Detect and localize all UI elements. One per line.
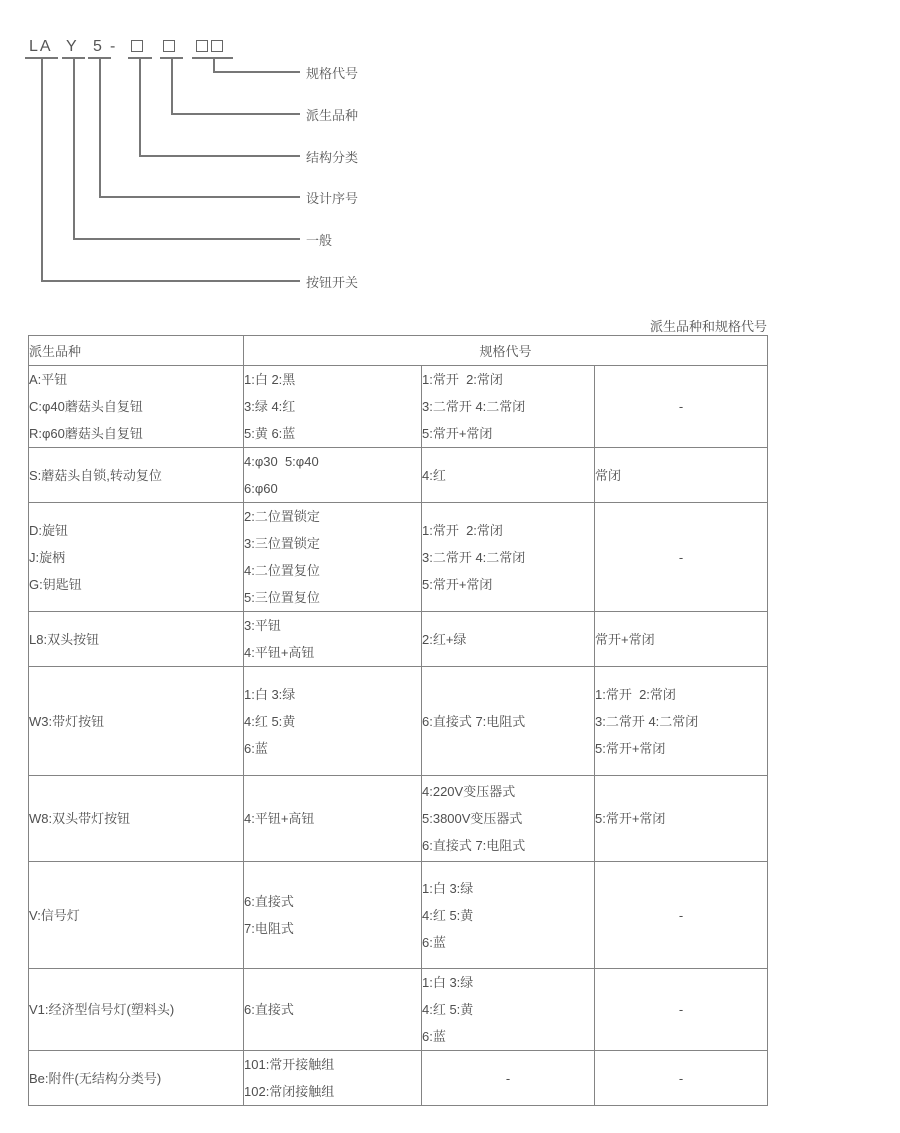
cell-line: 7:电阻式 bbox=[244, 921, 294, 936]
cell-line: 1:白 3:绿 bbox=[244, 686, 296, 702]
table-row bbox=[29, 1051, 768, 1106]
cell-line: 5:常开+常闭 bbox=[595, 811, 666, 826]
cell-line: J:旋柄 bbox=[29, 549, 66, 565]
cell-line: V1:经济型信号灯(塑料头) bbox=[29, 1002, 175, 1017]
table-cell bbox=[595, 366, 768, 448]
table-row bbox=[29, 612, 768, 667]
code-part-dash: - bbox=[110, 38, 118, 55]
cell-line: 4:红 5:黄 bbox=[244, 713, 296, 729]
connector-line bbox=[41, 280, 300, 282]
table-cell bbox=[422, 667, 595, 776]
cell-line: 5:常开+常闭 bbox=[595, 740, 666, 756]
spec-table-body bbox=[29, 366, 768, 1106]
table-row bbox=[29, 862, 768, 969]
connector-line bbox=[73, 58, 75, 238]
cell-line: 4:红 bbox=[422, 467, 446, 483]
table-row bbox=[29, 503, 768, 612]
cell-line: Be:附件(无结构分类号) bbox=[29, 1070, 162, 1086]
table-row bbox=[29, 448, 768, 503]
cell-line: 6:φ60 bbox=[244, 481, 278, 496]
table-cell bbox=[422, 503, 595, 612]
cell-line: 6:直接式 7:电阻式 bbox=[422, 838, 526, 853]
table-row bbox=[29, 366, 768, 448]
cell-line: 101:常开接触组 bbox=[244, 1057, 335, 1072]
cell-line: 5:黄 6:蓝 bbox=[244, 426, 296, 441]
cell-line: 常开+常闭 bbox=[595, 631, 655, 647]
table-cell bbox=[595, 448, 768, 503]
table-cell bbox=[244, 448, 422, 503]
table-cell bbox=[595, 862, 768, 969]
cell-line: C:φ40蘑菇头自复钮 bbox=[29, 399, 143, 414]
cell-line: 102:常闭接触组 bbox=[244, 1084, 335, 1099]
header-derived-variety: 派生品种 bbox=[29, 336, 244, 366]
cell-line: W3:带灯按钮 bbox=[29, 713, 105, 729]
cell-line: - bbox=[678, 549, 684, 565]
table-cell bbox=[595, 1051, 768, 1106]
cell-line: - bbox=[678, 1070, 684, 1086]
cell-line: 1:白 2:黑 bbox=[244, 372, 296, 387]
cell-line: 4:平钮+高钮 bbox=[244, 811, 315, 826]
table-cell bbox=[29, 503, 244, 612]
table-cell bbox=[29, 862, 244, 969]
connector-line bbox=[99, 58, 101, 196]
diagram-label-pushbutton: 按钮开关 bbox=[306, 275, 359, 290]
structure-box bbox=[131, 40, 143, 52]
cell-line: 1:常开 2:常闭 bbox=[595, 686, 676, 702]
table-cell bbox=[29, 667, 244, 776]
table-cell bbox=[244, 1051, 422, 1106]
cell-line: 1:白 3:绿 bbox=[422, 975, 474, 990]
table-cell bbox=[422, 366, 595, 448]
table-header-row bbox=[29, 336, 768, 366]
cell-line: 5:常开+常闭 bbox=[422, 426, 493, 441]
connector-line bbox=[213, 71, 300, 73]
connector-line bbox=[139, 58, 141, 155]
table-cell bbox=[595, 667, 768, 776]
table-row bbox=[29, 776, 768, 862]
table-cell bbox=[422, 776, 595, 862]
table-cell bbox=[29, 366, 244, 448]
cell-line: S:蘑菇头自锁,转动复位 bbox=[29, 467, 162, 483]
table-cell bbox=[29, 612, 244, 667]
table-cell bbox=[29, 969, 244, 1051]
code-part-la: LA bbox=[29, 38, 53, 55]
diagram-label-structure-class: 结构分类 bbox=[306, 150, 359, 165]
cell-line: - bbox=[678, 1002, 684, 1017]
cell-line: L8:双头按钮 bbox=[29, 631, 100, 647]
table-cell bbox=[422, 612, 595, 667]
cell-line: 5:三位置复位 bbox=[244, 590, 320, 605]
cell-line: 6:蓝 bbox=[422, 934, 446, 950]
cell-line: 2:二位置锁定 bbox=[244, 509, 320, 524]
cell-line: 3:绿 4:红 bbox=[244, 399, 296, 414]
table-cell bbox=[595, 503, 768, 612]
cell-line: - bbox=[678, 399, 684, 414]
cell-line: 4:220V变压器式 bbox=[422, 784, 516, 799]
cell-line: 6:直接式 bbox=[244, 1002, 294, 1017]
table-cell bbox=[422, 969, 595, 1051]
table-cell bbox=[595, 969, 768, 1051]
connector-line bbox=[139, 155, 300, 157]
cell-line: 4:平钮+高钮 bbox=[244, 645, 315, 660]
table-cell bbox=[244, 503, 422, 612]
variety-box bbox=[163, 40, 175, 52]
cell-line: 4:φ30 5:φ40 bbox=[244, 454, 319, 469]
connector-line bbox=[73, 238, 300, 240]
table-cell bbox=[244, 612, 422, 667]
cell-line: 3:二常开 4:二常闭 bbox=[595, 713, 699, 729]
diagram-label-spec-code: 规格代号 bbox=[306, 66, 359, 81]
table-cell bbox=[244, 776, 422, 862]
cell-line: 5:常开+常闭 bbox=[422, 576, 493, 592]
cell-line: 1:常开 2:常闭 bbox=[422, 522, 503, 538]
table-cell bbox=[244, 969, 422, 1051]
cell-line: A:平钮 bbox=[29, 372, 68, 387]
cell-line: 4:红 5:黄 bbox=[422, 907, 474, 923]
cell-line: 常闭 bbox=[595, 467, 622, 483]
diagram-label-derived-variety: 派生品种 bbox=[306, 108, 359, 123]
cell-line: 6:蓝 bbox=[244, 740, 268, 756]
cell-line: W8:双头带灯按钮 bbox=[29, 811, 131, 826]
table-cell bbox=[29, 1051, 244, 1106]
table-row bbox=[29, 667, 768, 776]
table-title: 派生品种和规格代号 bbox=[649, 319, 767, 334]
table-cell bbox=[244, 862, 422, 969]
table-cell bbox=[595, 776, 768, 862]
cell-line: 4:二位置复位 bbox=[244, 563, 320, 578]
cell-line: 6:直接式 7:电阻式 bbox=[422, 713, 526, 729]
cell-line: 6:蓝 bbox=[422, 1029, 446, 1044]
code-part-y: Y bbox=[66, 38, 79, 55]
cell-line: 3:二常开 4:二常闭 bbox=[422, 549, 526, 565]
cell-line: 3:三位置锁定 bbox=[244, 536, 320, 551]
table-cell bbox=[244, 366, 422, 448]
table-cell bbox=[422, 1051, 595, 1106]
cell-line: G:钥匙钮 bbox=[29, 576, 82, 592]
spec-box-1 bbox=[196, 40, 208, 52]
cell-line: 6:直接式 bbox=[244, 894, 294, 909]
cell-line: 2:红+绿 bbox=[422, 631, 467, 647]
connector-line bbox=[171, 113, 300, 115]
cell-line: 4:红 5:黄 bbox=[422, 1002, 474, 1017]
connector-line bbox=[171, 58, 173, 113]
cell-line: 1:常开 2:常闭 bbox=[422, 372, 503, 387]
cell-line: 3:二常开 4:二常闭 bbox=[422, 399, 526, 414]
cell-line: 5:3800V变压器式 bbox=[422, 811, 523, 826]
cell-line: V:信号灯 bbox=[29, 907, 80, 923]
table-row bbox=[29, 969, 768, 1051]
cell-line: - bbox=[505, 1070, 511, 1086]
diagram-label-design-serial: 设计序号 bbox=[306, 191, 359, 206]
code-part-5: 5 bbox=[93, 38, 104, 55]
cell-line: 3:平钮 bbox=[244, 618, 281, 633]
table-cell bbox=[29, 448, 244, 503]
table-cell bbox=[595, 612, 768, 667]
spec-box-2 bbox=[211, 40, 223, 52]
table-cell bbox=[244, 667, 422, 776]
table-cell bbox=[422, 862, 595, 969]
table-cell bbox=[422, 448, 595, 503]
connector-line bbox=[41, 58, 43, 280]
spec-table bbox=[28, 335, 768, 1106]
connector-line bbox=[99, 196, 300, 198]
connector-line bbox=[213, 58, 215, 71]
cell-line: D:旋钮 bbox=[29, 522, 69, 538]
cell-line: 1:白 3:绿 bbox=[422, 880, 474, 896]
table-cell bbox=[29, 776, 244, 862]
cell-line: R:φ60蘑菇头自复钮 bbox=[29, 426, 143, 441]
header-spec-code: 规格代号 bbox=[244, 336, 768, 366]
cell-line: - bbox=[678, 907, 684, 923]
diagram-label-general: 一般 bbox=[306, 233, 333, 248]
